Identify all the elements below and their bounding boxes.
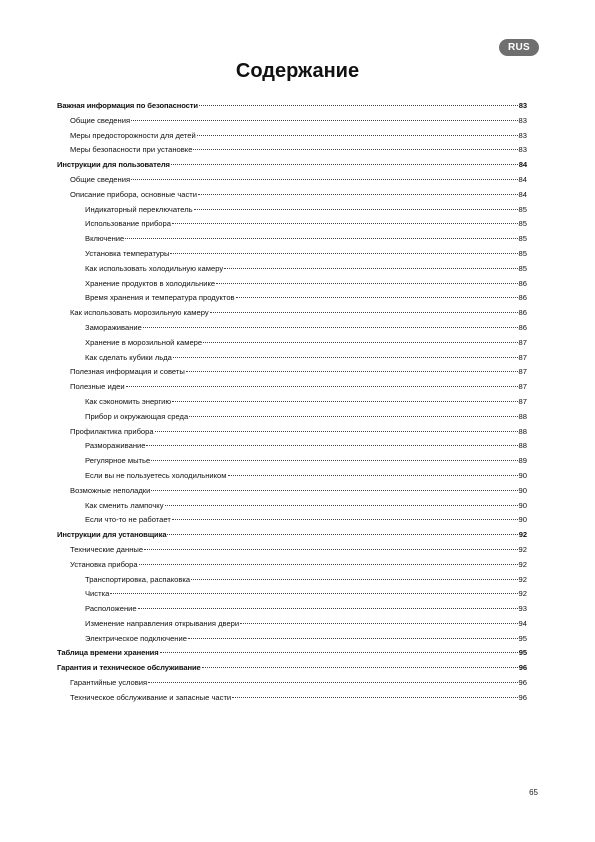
dot-leader bbox=[188, 638, 518, 639]
table-of-contents bbox=[57, 99, 527, 706]
toc-entry-title: Если что-то не работает bbox=[85, 515, 171, 525]
toc-entry-title: Как сменить лампочку bbox=[85, 500, 164, 510]
toc-entry-title: Использование прибора bbox=[85, 219, 171, 229]
toc-entry bbox=[57, 558, 527, 573]
toc-entry bbox=[57, 217, 527, 232]
toc-entry-title: Индикаторный переключатель bbox=[85, 204, 193, 214]
toc-entry bbox=[57, 676, 527, 691]
toc-entry bbox=[57, 336, 527, 351]
toc-entry-page: 85 bbox=[518, 219, 527, 229]
dot-leader bbox=[165, 505, 518, 506]
toc-entry-title: Хранение в морозильной камере bbox=[85, 337, 203, 347]
dot-leader bbox=[171, 164, 518, 165]
toc-entry-title: Как использовать холодильную камеру bbox=[85, 263, 224, 273]
toc-entry bbox=[57, 454, 527, 469]
dot-leader bbox=[216, 283, 517, 284]
toc-entry-page: 85 bbox=[518, 263, 527, 273]
toc-entry-title: Если вы не пользуетесь холодильником bbox=[85, 470, 227, 480]
toc-entry bbox=[57, 129, 527, 144]
language-badge: RUS bbox=[499, 39, 539, 56]
toc-entry bbox=[57, 395, 527, 410]
toc-entry-page: 92 bbox=[518, 574, 527, 584]
dot-leader bbox=[170, 253, 517, 254]
toc-entry-page: 86 bbox=[518, 308, 527, 318]
toc-entry-title: Описание прибора, основные части bbox=[70, 189, 198, 199]
toc-entry-page: 84 bbox=[518, 160, 527, 170]
dot-leader bbox=[125, 238, 517, 239]
toc-entry-title: Инструкции для пользователя bbox=[57, 160, 170, 170]
dot-leader bbox=[144, 549, 517, 550]
toc-entry bbox=[57, 439, 527, 454]
toc-entry-page: 96 bbox=[518, 678, 527, 688]
toc-entry bbox=[57, 602, 527, 617]
dot-leader bbox=[131, 120, 517, 121]
dot-leader bbox=[173, 357, 518, 358]
dot-leader bbox=[131, 179, 517, 180]
toc-entry-page: 96 bbox=[518, 663, 527, 673]
toc-entry-title: Расположение bbox=[85, 604, 137, 614]
dot-leader bbox=[189, 416, 517, 417]
dot-leader bbox=[186, 371, 518, 372]
toc-entry bbox=[57, 232, 527, 247]
toc-entry-page: 83 bbox=[518, 115, 527, 125]
dot-leader bbox=[167, 534, 517, 535]
toc-entry-title: Размораживание bbox=[85, 441, 146, 451]
toc-entry bbox=[57, 410, 527, 425]
toc-entry-page: 90 bbox=[518, 470, 527, 480]
dot-leader bbox=[198, 194, 518, 195]
toc-entry-title: Как сделать кубики льда bbox=[85, 352, 172, 362]
toc-entry-title: Меры предосторожности для детей bbox=[70, 130, 196, 140]
toc-entry bbox=[57, 158, 527, 173]
toc-entry-title: Электрическое подключение bbox=[85, 633, 187, 643]
toc-entry-page: 83 bbox=[518, 101, 527, 110]
toc-entry-page: 87 bbox=[518, 396, 527, 406]
toc-entry bbox=[57, 321, 527, 336]
toc-entry bbox=[57, 646, 527, 661]
toc-entry-page: 92 bbox=[518, 589, 527, 599]
toc-entry-page: 88 bbox=[518, 441, 527, 451]
toc-entry-title: Гарантия и техническое обслуживание bbox=[57, 663, 201, 673]
dot-leader bbox=[172, 519, 518, 520]
dot-leader bbox=[232, 697, 517, 698]
toc-entry bbox=[57, 380, 527, 395]
toc-entry-page: 88 bbox=[518, 411, 527, 421]
toc-entry bbox=[57, 661, 527, 676]
toc-entry-title: Регулярное мытье bbox=[85, 456, 151, 466]
dot-leader bbox=[160, 652, 518, 653]
page-number: 65 bbox=[529, 788, 538, 797]
toc-entry-title: Полезная информация и советы bbox=[70, 367, 185, 377]
toc-entry bbox=[57, 173, 527, 188]
toc-entry bbox=[57, 99, 527, 114]
toc-entry-page: 87 bbox=[518, 367, 527, 377]
toc-entry bbox=[57, 691, 527, 706]
dot-leader bbox=[202, 667, 518, 668]
toc-entry-title: Время хранения и температура продуктов bbox=[85, 293, 235, 303]
toc-entry-page: 85 bbox=[518, 248, 527, 258]
toc-entry-title: Установка прибора bbox=[70, 559, 138, 569]
toc-entry bbox=[57, 351, 527, 366]
toc-entry bbox=[57, 632, 527, 647]
toc-entry-page: 84 bbox=[518, 189, 527, 199]
toc-entry bbox=[57, 291, 527, 306]
toc-entry-page: 95 bbox=[518, 633, 527, 643]
toc-entry-title: Меры безопасности при установке bbox=[70, 145, 193, 155]
toc-entry-page: 87 bbox=[518, 382, 527, 392]
toc-entry-page: 87 bbox=[518, 337, 527, 347]
toc-entry-page: 90 bbox=[518, 515, 527, 525]
dot-leader bbox=[197, 135, 518, 136]
dot-leader bbox=[193, 149, 517, 150]
dot-leader bbox=[155, 431, 518, 432]
toc-entry bbox=[57, 203, 527, 218]
toc-entry-title: Установка температуры bbox=[85, 248, 170, 258]
toc-entry-page: 96 bbox=[518, 692, 527, 702]
dot-leader bbox=[191, 579, 517, 580]
toc-entry-page: 93 bbox=[518, 604, 527, 614]
dot-leader bbox=[110, 593, 517, 594]
toc-entry-title: Возможные неполадки bbox=[70, 485, 151, 495]
toc-entry-title: Включение bbox=[85, 234, 125, 244]
toc-entry-title: Как использовать морозильную камеру bbox=[70, 308, 209, 318]
dot-leader bbox=[199, 105, 518, 106]
toc-entry-title: Изменение направления открывания двери bbox=[85, 618, 240, 628]
dot-leader bbox=[203, 342, 517, 343]
toc-entry-title: Хранение продуктов в холодильнике bbox=[85, 278, 216, 288]
toc-entry bbox=[57, 188, 527, 203]
toc-entry-title: Общие сведения bbox=[70, 115, 131, 125]
toc-entry-page: 89 bbox=[518, 456, 527, 466]
toc-entry-page: 86 bbox=[518, 293, 527, 303]
dot-leader bbox=[151, 460, 517, 461]
toc-entry bbox=[57, 469, 527, 484]
toc-entry bbox=[57, 513, 527, 528]
toc-entry-page: 90 bbox=[518, 485, 527, 495]
dot-leader bbox=[138, 608, 518, 609]
toc-entry-title: Технические данные bbox=[70, 544, 144, 554]
toc-entry bbox=[57, 528, 527, 543]
toc-entry bbox=[57, 573, 527, 588]
toc-entry-title: Профилактика прибора bbox=[70, 426, 154, 436]
toc-entry-page: 90 bbox=[518, 500, 527, 510]
toc-entry-title: Как сэкономить энергию bbox=[85, 396, 172, 406]
toc-entry-page: 87 bbox=[518, 352, 527, 362]
toc-entry-title: Полезные идеи bbox=[70, 382, 125, 392]
dot-leader bbox=[151, 490, 517, 491]
toc-entry-title: Прибор и окружающая среда bbox=[85, 411, 189, 421]
toc-entry bbox=[57, 425, 527, 440]
toc-entry bbox=[57, 617, 527, 632]
dot-leader bbox=[146, 445, 517, 446]
dot-leader bbox=[126, 386, 518, 387]
toc-entry-page: 83 bbox=[518, 130, 527, 140]
dot-leader bbox=[172, 401, 517, 402]
toc-entry-title: Таблица времени хранения bbox=[57, 648, 159, 658]
toc-entry-title: Чистка bbox=[85, 589, 110, 599]
toc-entry-title: Замораживание bbox=[85, 322, 142, 332]
toc-entry-title: Техническое обслуживание и запасные части bbox=[70, 692, 232, 702]
page-title: Содержание bbox=[235, 60, 360, 82]
toc-entry-page: 95 bbox=[518, 648, 527, 658]
toc-entry-page: 94 bbox=[518, 618, 527, 628]
toc-entry bbox=[57, 277, 527, 292]
toc-entry bbox=[57, 306, 527, 321]
toc-entry-title: Гарантийные условия bbox=[70, 678, 148, 688]
dot-leader bbox=[148, 682, 517, 683]
toc-entry-page: 85 bbox=[518, 234, 527, 244]
toc-entry bbox=[57, 587, 527, 602]
dot-leader bbox=[172, 223, 518, 224]
toc-entry bbox=[57, 262, 527, 277]
dot-leader bbox=[194, 209, 518, 210]
toc-entry-page: 92 bbox=[518, 544, 527, 554]
toc-entry-page: 88 bbox=[518, 426, 527, 436]
toc-entry bbox=[57, 484, 527, 499]
toc-entry-title: Транспортировка, распаковка bbox=[85, 574, 191, 584]
toc-entry bbox=[57, 114, 527, 129]
toc-entry-title: Инструкции для установщика bbox=[57, 530, 167, 540]
toc-entry bbox=[57, 143, 527, 158]
toc-entry-page: 85 bbox=[518, 204, 527, 214]
toc-entry bbox=[57, 499, 527, 514]
toc-entry-title: Важная информация по безопасности bbox=[57, 101, 198, 110]
toc-entry-page: 83 bbox=[518, 145, 527, 155]
toc-entry-page: 92 bbox=[518, 530, 527, 540]
toc-entry-page: 84 bbox=[518, 174, 527, 184]
dot-leader bbox=[236, 297, 518, 298]
dot-leader bbox=[210, 312, 518, 313]
dot-leader bbox=[224, 268, 517, 269]
toc-entry-title: Общие сведения bbox=[70, 174, 131, 184]
toc-entry bbox=[57, 247, 527, 262]
dot-leader bbox=[240, 623, 517, 624]
toc-entry-page: 92 bbox=[518, 559, 527, 569]
dot-leader bbox=[228, 475, 518, 476]
dot-leader bbox=[139, 564, 518, 565]
toc-entry-page: 86 bbox=[518, 278, 527, 288]
toc-entry bbox=[57, 543, 527, 558]
toc-entry-page: 86 bbox=[518, 322, 527, 332]
dot-leader bbox=[143, 327, 518, 328]
toc-entry bbox=[57, 365, 527, 380]
